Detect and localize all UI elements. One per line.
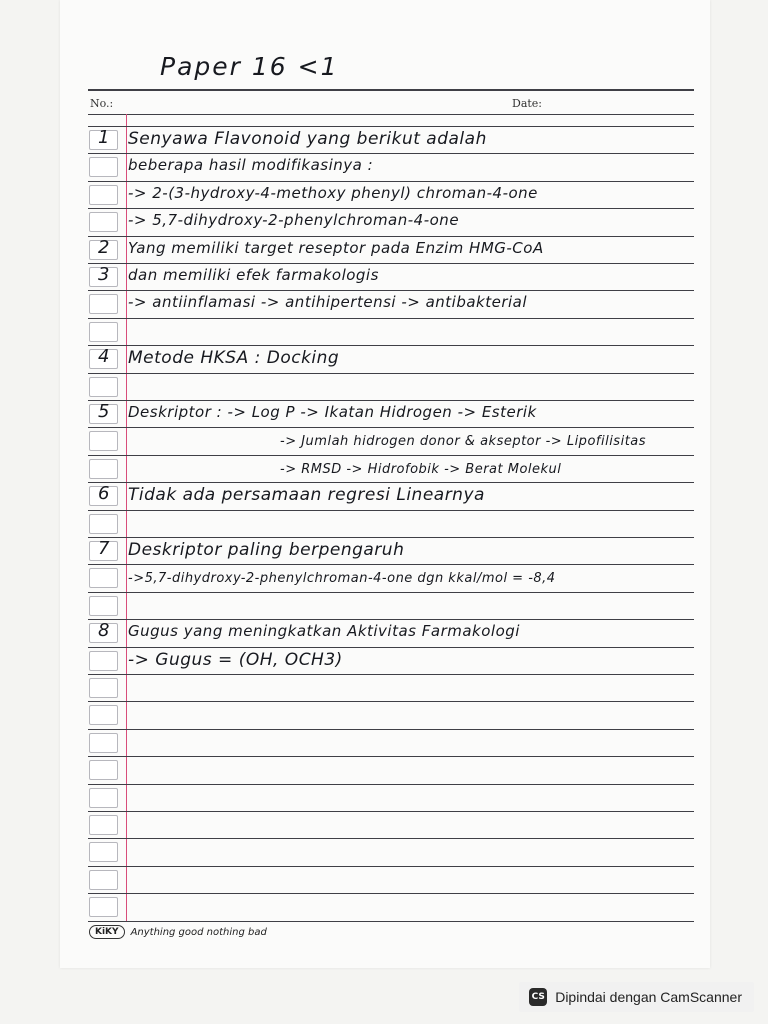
number-box bbox=[89, 596, 118, 616]
ruled-line bbox=[88, 510, 694, 511]
question-number: 6 bbox=[98, 483, 110, 504]
number-box bbox=[89, 788, 118, 808]
number-box bbox=[89, 733, 118, 753]
ruled-line bbox=[88, 236, 694, 237]
ruled-line bbox=[88, 427, 694, 428]
question-number: 3 bbox=[98, 264, 110, 285]
note-text: -> 5,7-dihydroxy-2-phenylchroman-4-one bbox=[128, 211, 460, 229]
number-box bbox=[89, 514, 118, 534]
note-text: ->5,7-dihydroxy-2-phenylchroman-4-one dgn kkal/mol = -8,4 bbox=[128, 571, 556, 586]
brand-logo: KiKY bbox=[89, 925, 125, 939]
note-text: -> 2-(3-hydroxy-4-methoxy phenyl) chroman-4-one bbox=[128, 184, 538, 202]
note-text: Tidak ada persamaan regresi Linearnya bbox=[128, 485, 485, 505]
ruled-line bbox=[88, 701, 694, 702]
question-number: 1 bbox=[98, 127, 110, 148]
ruled-line bbox=[88, 647, 694, 648]
ruled-line bbox=[88, 729, 694, 730]
brand-tagline: Anything good nothing bad bbox=[130, 926, 267, 938]
watermark-text: Dipindai dengan CamScanner bbox=[555, 989, 742, 1005]
number-box bbox=[89, 760, 118, 780]
number-box bbox=[89, 322, 118, 342]
ruled-line bbox=[88, 784, 694, 785]
paper-title: Paper 16 <1 bbox=[160, 52, 339, 81]
number-box bbox=[89, 377, 118, 397]
question-number: 8 bbox=[98, 620, 110, 641]
ruled-line bbox=[88, 153, 694, 154]
notebook-footer bbox=[89, 925, 267, 939]
number-box bbox=[89, 897, 118, 917]
ruled-line bbox=[88, 756, 694, 757]
question-number: 7 bbox=[98, 538, 110, 559]
ruled-line bbox=[88, 619, 694, 620]
ruled-line bbox=[88, 838, 694, 839]
note-text: Senyawa Flavonoid yang berikut adalah bbox=[128, 129, 487, 149]
note-text: -> RMSD -> Hidrofobik -> Berat Molekul bbox=[280, 462, 562, 477]
number-box bbox=[89, 212, 118, 232]
ruled-line bbox=[88, 263, 694, 264]
ruled-line bbox=[88, 592, 694, 593]
camscanner-icon: CS bbox=[529, 988, 547, 1006]
ruled-line bbox=[88, 345, 694, 346]
note-text: Yang memiliki target reseptor pada Enzim HMG-CoA bbox=[128, 239, 544, 257]
number-box bbox=[89, 431, 118, 451]
note-text: Deskriptor paling berpengaruh bbox=[128, 540, 405, 560]
ruled-line bbox=[88, 290, 694, 291]
note-text: Metode HKSA : Docking bbox=[128, 348, 340, 368]
note-text: -> Gugus = (OH, OCH3) bbox=[128, 650, 343, 670]
date-label: Date: bbox=[512, 97, 543, 110]
ruled-line bbox=[88, 208, 694, 209]
ruled-line bbox=[88, 674, 694, 675]
number-box bbox=[89, 705, 118, 725]
ruled-line bbox=[88, 126, 694, 127]
ruled-line bbox=[88, 921, 694, 922]
note-text: Deskriptor : -> Log P -> Ikatan Hidrogen -> Esterik bbox=[128, 403, 537, 421]
note-text: -> antiinflamasi -> antihipertensi -> antibakterial bbox=[128, 293, 528, 311]
number-box bbox=[89, 157, 118, 177]
note-text: dan memiliki efek farmakologis bbox=[128, 266, 379, 284]
ruled-line bbox=[88, 564, 694, 565]
number-box bbox=[89, 842, 118, 862]
number-box bbox=[89, 459, 118, 479]
header-rule bbox=[88, 89, 694, 91]
note-text: Gugus yang meningkatkan Aktivitas Farmakologi bbox=[128, 622, 520, 640]
ruled-line bbox=[88, 537, 694, 538]
question-number: 5 bbox=[98, 401, 110, 422]
header-rule-lower bbox=[88, 114, 694, 115]
number-box bbox=[89, 815, 118, 835]
number-box bbox=[89, 651, 118, 671]
number-box bbox=[89, 870, 118, 890]
ruled-line bbox=[88, 400, 694, 401]
note-text: beberapa hasil modifikasinya : bbox=[128, 156, 374, 174]
number-box bbox=[89, 678, 118, 698]
ruled-line bbox=[88, 373, 694, 374]
ruled-line bbox=[88, 455, 694, 456]
ruled-line bbox=[88, 866, 694, 867]
ruled-line bbox=[88, 811, 694, 812]
question-number: 4 bbox=[98, 346, 110, 367]
ruled-line bbox=[88, 181, 694, 182]
no-label: No.: bbox=[90, 97, 114, 110]
note-text: -> Jumlah hidrogen donor & akseptor -> Lipofilisitas bbox=[280, 434, 647, 449]
question-number: 2 bbox=[98, 237, 110, 258]
ruled-line bbox=[88, 482, 694, 483]
number-box bbox=[89, 185, 118, 205]
number-box bbox=[89, 294, 118, 314]
number-box bbox=[89, 568, 118, 588]
ruled-line bbox=[88, 318, 694, 319]
scanner-watermark bbox=[519, 982, 754, 1012]
ruled-line bbox=[88, 893, 694, 894]
